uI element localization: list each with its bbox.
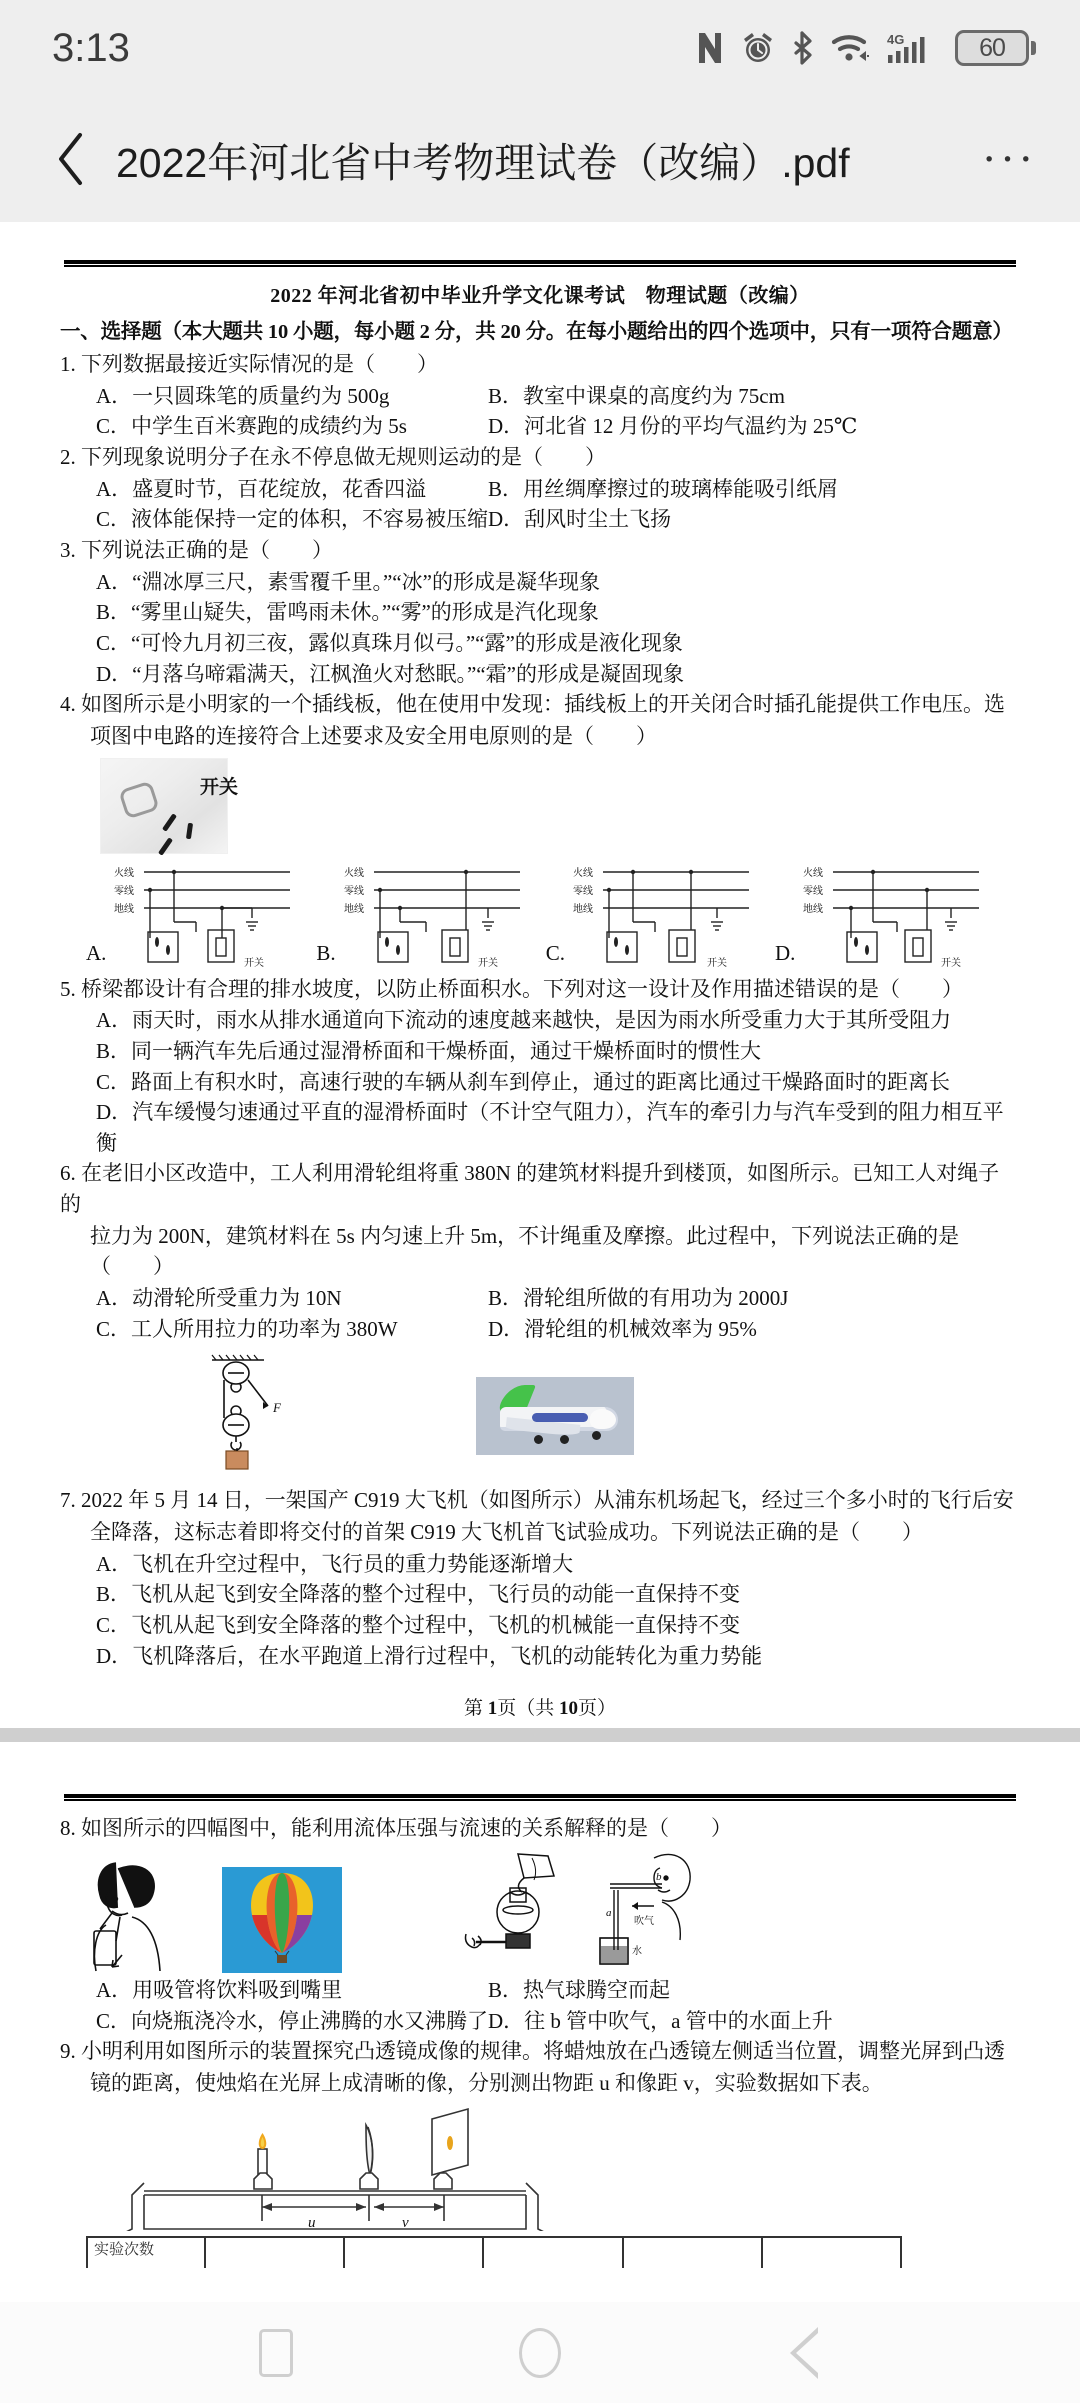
battery-icon	[955, 30, 1036, 66]
option-label: B．“雾里山疑失，雷鸣雨未休。”“雾”的形成是汽化现象	[96, 600, 599, 625]
question-4-number: 4.	[60, 692, 76, 717]
battery-percent: 60	[979, 33, 1005, 62]
question-1-options	[60, 381, 1020, 442]
option-label: C．液体能保持一定的体积，不容易被压缩	[96, 507, 489, 532]
option-label: C．路面上有积水时，高速行驶的车辆从刹车到停止，通过的距离比通过干燥路面时的距离长	[96, 1069, 951, 1094]
table-cell	[484, 2238, 623, 2268]
option-label: D．滑轮组的机械效率为 95%	[488, 1316, 757, 1341]
question-9-stem: 小明利用如图所示的装置探究凸透镜成像的规律。将蜡烛放在凸透镜左侧适当位置，调整光屏到凸透	[81, 2039, 1005, 2064]
question-5-options	[60, 1005, 1020, 1158]
option-label: C．中学生百米赛跑的成绩约为 5s	[96, 414, 407, 439]
svg-text:零线: 零线	[572, 885, 593, 897]
svg-text:零线: 零线	[343, 885, 364, 897]
option-label: A．动滑轮所受重力为 10N	[96, 1286, 342, 1311]
question-5	[60, 974, 1020, 1005]
question-9-number: 9.	[60, 2039, 76, 2064]
table-cell	[345, 2238, 484, 2268]
question-2-number: 2.	[60, 444, 76, 469]
option-label: C．“可怜九月初三夜，露似真珠月似弓。”“露”的形成是液化现象	[96, 630, 683, 655]
svg-text:开关: 开关	[941, 957, 962, 968]
question-6-stem: 在老旧小区改造中，工人利用滑轮组将重 380N 的建筑材料提升到楼顶，如图所示。已知工人对绳子的	[60, 1161, 1000, 1217]
table-header-cell: 实验次数	[88, 2238, 206, 2268]
page2-header-rule	[64, 1794, 1016, 1801]
boy-drinking-straw-figure	[82, 1855, 194, 1973]
status-icon-group	[695, 30, 1036, 66]
page-footer	[60, 1693, 1020, 1728]
circuit-option-a	[78, 860, 308, 968]
circuit-option-b	[308, 860, 537, 968]
header-rule	[64, 260, 1016, 267]
status-bar	[0, 0, 1080, 96]
circuit-option-c	[538, 860, 767, 968]
question-6-number: 6.	[60, 1161, 76, 1186]
table-cell	[763, 2238, 900, 2268]
footer-page-number: 1	[487, 1698, 498, 1720]
question-6-stem-line2: 拉力为 200N，建筑材料在 5s 内匀速上升 5m，不计绳重及摩擦。此过程中，下列说法正确的是（ ）	[90, 1223, 960, 1279]
object-distance-label: u	[308, 2214, 316, 2231]
experiment-data-table	[86, 2236, 902, 2268]
svg-text:4G: 4G	[887, 32, 905, 47]
footer-mid: 页（共	[497, 1698, 555, 1720]
question-4-stem: 如图所示是小明家的一个插线板，他在使用中发现：插线板上的开关闭合时插孔能提供工作电压。选	[81, 692, 1005, 717]
exam-header: 2022 年河北省初中毕业升学文化课考试 物理试题（改编）	[270, 285, 810, 307]
svg-text:地线: 地线	[572, 903, 593, 915]
question-8-options	[60, 1975, 1020, 2036]
question-8-figure-group	[60, 1850, 1020, 1973]
question-7-stem: 2022 年 5 月 14 日，一架国产 C919 大飞机（如图所示）从浦东机场起飞，经过三个多小时的飞行后安	[81, 1488, 1014, 1513]
pdf-viewer[interactable]	[0, 222, 1080, 2302]
question-7-stem-line2: 全降落，这标志着即将交付的首架 C919 大飞机首飞试验成功。下列说法正确的是（ ）	[90, 1520, 924, 1545]
question-7	[60, 1485, 1020, 1516]
question-6-options	[60, 1283, 1020, 1344]
option-label: B．滑轮组所做的有用功为 2000J	[488, 1286, 789, 1311]
bluetooth-icon	[791, 31, 815, 65]
svg-text:火线: 火线	[343, 867, 364, 879]
question-8	[60, 1813, 1020, 1844]
question-7-options	[60, 1549, 1020, 1672]
android-navigation-bar	[0, 2302, 1080, 2403]
option-label: A．“淵冰厚三尺，素雪覆千里。”“冰”的形成是凝华现象	[96, 569, 600, 594]
question-7-number: 7.	[60, 1488, 76, 1513]
option-label: A．盛夏时节，百花绽放，花香四溢	[96, 476, 427, 501]
wire-neutral-label: 零线	[114, 885, 135, 897]
question-5-stem: 桥梁都设计有合理的排水坡度，以防止桥面积水。下列对这一设计及作用描述错误的是（ ）	[81, 976, 963, 1001]
document-title: 2022年河北省中考物理试卷（改编）.pdf	[116, 139, 850, 186]
wifi-icon	[831, 32, 871, 64]
option-label: D．汽车缓慢匀速通过平直的湿滑桥面时（不计空气阻力），汽车的牽引力与汽车受到的阻力相互平衡	[96, 1100, 1004, 1155]
option-label: D．河北省 12 月份的平均气温约为 25℃	[488, 414, 858, 439]
question-3-options	[60, 567, 1020, 690]
option-label: D．往 b 管中吹气，a 管中的水面上升	[488, 2008, 833, 2033]
question-4-stem-line2: 项图中电路的连接符合上述要求及安全用电原则的是（ ）	[90, 723, 657, 748]
option-label: D．刮风时尘土飞扬	[488, 507, 672, 532]
option-label: A．飞机在升空过程中，飞行员的重力势能逐渐增大	[96, 1551, 574, 1576]
force-label: F	[273, 1400, 281, 1416]
question-3-stem: 下列说法正确的是（ ）	[81, 537, 333, 562]
question-1	[60, 349, 1020, 380]
tube-a-label: a	[606, 1907, 612, 1919]
optical-bench-diagram	[60, 2103, 1020, 2236]
wire-live-label: 火线	[114, 867, 135, 879]
choice-letter: B.	[316, 940, 336, 965]
option-label: B．用丝绸摩擦过的玻璃棒能吸引纸屑	[488, 476, 839, 501]
back-icon[interactable]	[772, 2321, 836, 2385]
svg-text:开关: 开关	[477, 957, 498, 968]
switch-photo-label: 开关	[200, 776, 239, 798]
choice-letter: A.	[86, 940, 107, 965]
table-cell	[206, 2238, 345, 2268]
question-2	[60, 442, 1020, 473]
question-4-figure-group	[60, 860, 1020, 968]
footer-total-pages: 10	[559, 1698, 578, 1720]
flask-boiling-figure	[462, 1850, 570, 1973]
question-4	[60, 689, 1020, 720]
footer-suffix: 页）	[578, 1698, 617, 1720]
recents-icon[interactable]	[244, 2321, 308, 2385]
question-9	[60, 2036, 1020, 2067]
pdf-page-1	[0, 222, 1080, 1728]
question-1-stem: 下列数据最接近实际情况的是（ ）	[81, 352, 438, 376]
blow-tube-figure	[570, 1850, 700, 1973]
question-6-7-figure-group	[60, 1354, 1020, 1477]
question-5-number: 5.	[60, 976, 76, 1001]
blow-label: 吹气	[634, 1916, 654, 1927]
question-8-cd-figures	[462, 1850, 700, 1973]
question-8-stem: 如图所示的四幅图中，能利用流体压强与流速的关系解释的是（ ）	[81, 1816, 732, 1841]
question-1-number: 1.	[60, 352, 76, 376]
svg-text:地线: 地线	[343, 903, 364, 915]
alarm-icon	[741, 31, 775, 65]
question-4-photo-wrap	[60, 758, 1020, 854]
svg-text:地线: 地线	[803, 903, 824, 915]
tube-b-label: b	[656, 1871, 662, 1883]
option-label: B．教室中课桌的高度约为 75cm	[488, 383, 785, 408]
choice-letter: D.	[774, 940, 796, 965]
option-label: B．同一辆汽车先后通过湿滑桥面和干燥桥面，通过干燥桥面时的惯性大	[96, 1038, 762, 1063]
page-separator	[0, 1728, 1080, 1742]
wire-ground-label: 地线	[114, 903, 135, 915]
signal-4g-icon	[887, 31, 939, 65]
more-options-button[interactable]: ···	[981, 132, 1037, 184]
option-label: C．工人所用拉力的功率为 380W	[96, 1316, 398, 1341]
back-button[interactable]	[40, 128, 102, 190]
option-label: B．飞机从起飞到安全降落的整个过程中，飞行员的动能一直保持不变	[96, 1582, 741, 1607]
image-distance-label: v	[402, 2214, 409, 2231]
c919-airplane-photo	[476, 1377, 634, 1455]
option-label: A．一只圆珠笔的质量约为 500g	[96, 383, 390, 408]
svg-text:开关: 开关	[706, 957, 727, 968]
footer-prefix: 第	[463, 1698, 483, 1720]
question-8-number: 8.	[60, 1816, 76, 1841]
question-3-number: 3.	[60, 537, 76, 562]
table-cell	[624, 2238, 763, 2268]
pulley-system-diagram	[190, 1354, 308, 1477]
svg-text:火线: 火线	[803, 867, 824, 879]
nfc-icon	[695, 31, 725, 65]
section-header: 一、选择题（本大题共 10 小题，每小题 2 分，共 20 分。在每小题给出的四个选项中，只有一项符合题意）	[60, 321, 1013, 343]
question-2-options	[60, 474, 1020, 535]
svg-text:火线: 火线	[572, 867, 593, 879]
app-bar	[0, 96, 1080, 222]
hot-air-balloon-photo	[222, 1867, 342, 1973]
option-label: A．雨天时，雨水从排水通道向下流动的速度越来越快，是因为雨水所受重力大于其所受阻力	[96, 1008, 952, 1033]
question-2-stem: 下列现象说明分子在永不停息做无规则运动的是（ ）	[81, 444, 606, 469]
option-label: C．向烧瓶浇冷水，停止沸腾的水又沸腾了	[96, 2008, 489, 2033]
status-clock: 3:13	[52, 25, 130, 70]
question-9-stem-line2: 镜的距离，使烛焰在光屏上成清晰的像，分别测出物距 u 和像距 v，实验数据如下表。	[90, 2070, 883, 2095]
switch-label: 开关	[244, 957, 265, 968]
option-label: B．热气球腾空而起	[488, 1978, 671, 2002]
home-icon[interactable]	[508, 2321, 572, 2385]
circuit-option-d	[767, 860, 997, 968]
option-label: D．飞机降落后，在水平跑道上滑行过程中，飞机的动能转化为重力势能	[96, 1643, 763, 1668]
option-label: D．“月落乌啼霜满天，江枫渔火对愁眠。”“霜”的形成是凝固现象	[96, 661, 684, 686]
option-label: C．飞机从起飞到安全降落的整个过程中，飞机的机械能一直保持不变	[96, 1613, 741, 1638]
water-label: 水	[632, 1946, 642, 1957]
pdf-page-2	[0, 1742, 1080, 2267]
option-label: A．用吸管将饮料吸到嘴里	[96, 1978, 343, 2002]
choice-letter: C.	[545, 940, 565, 965]
svg-text:零线: 零线	[803, 885, 824, 897]
question-3	[60, 535, 1020, 566]
question-6	[60, 1158, 1020, 1219]
